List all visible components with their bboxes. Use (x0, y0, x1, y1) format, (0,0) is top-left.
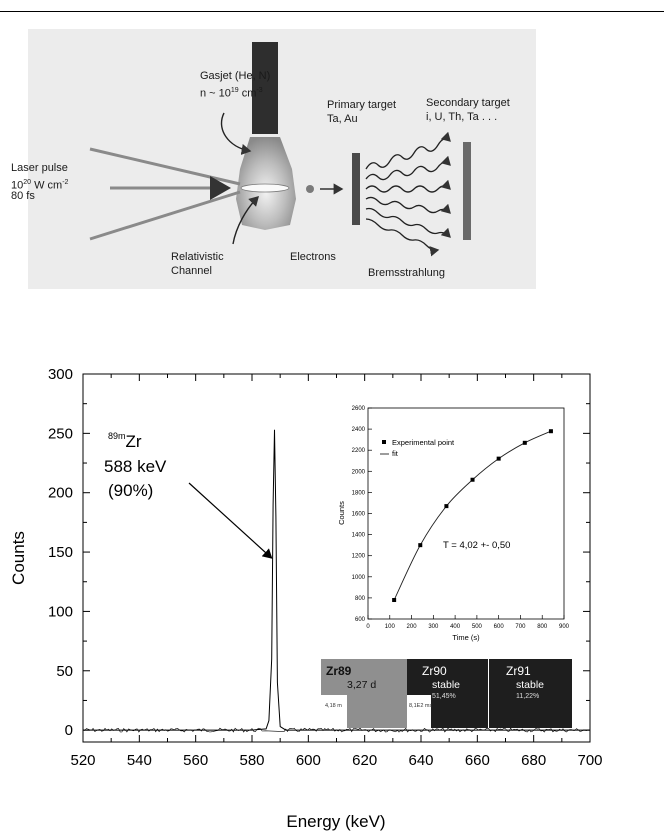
main-x-tick-label: 620 (352, 752, 378, 769)
main-x-tick-label: 560 (183, 752, 209, 769)
main-x-tick-label: 640 (408, 752, 434, 769)
inset-y-tick-label: 1800 (351, 490, 365, 497)
inset-point (523, 441, 527, 445)
inset-point (444, 504, 448, 508)
main-y-tick-label: 200 (47, 484, 73, 502)
gas-plume (236, 137, 296, 230)
zr89-halflife: 3,27 d (347, 679, 377, 691)
inset-y-tick-label: 1000 (351, 574, 365, 581)
laser-beam-upper (90, 149, 240, 184)
inset-x-tick-label: 600 (493, 624, 504, 630)
relativistic-channel (241, 184, 289, 192)
inset-x-tick-label: 200 (406, 624, 417, 630)
inset-x-tick-label: 400 (450, 624, 461, 630)
inset-y-tick-label: 2400 (351, 427, 365, 434)
gamma-spectrum-chart (0, 357, 664, 837)
decay-inset (337, 406, 570, 642)
main-x-tick-label: 680 (521, 752, 547, 769)
main-x-tick-label: 520 (70, 752, 96, 769)
inset-x-tick-label: 100 (384, 624, 395, 630)
header-rule (0, 11, 664, 12)
inset-y-label: Counts (337, 501, 346, 525)
zr91-abundance: 11,22% (516, 693, 540, 700)
main-y-tick-label: 100 (47, 603, 73, 621)
isotope-table (321, 659, 572, 728)
laser-duration: 80 fs (11, 190, 35, 202)
zr90-meta: 8,1E2 ms (409, 703, 433, 709)
gasjet-callout-arrow (222, 113, 250, 151)
inset-x-tick-label: 800 (537, 624, 548, 630)
laser-beam-lower (90, 192, 240, 239)
main-x-tick-label: 540 (126, 752, 152, 769)
gasjet-label: Gasjet (He, N) (200, 70, 271, 82)
zr89-meta-cell (321, 695, 347, 728)
inset-point (471, 478, 475, 482)
inset-point (418, 543, 422, 547)
zr90-name: Zr90 (422, 664, 447, 678)
inset-point (497, 457, 501, 461)
inset-point (549, 429, 553, 433)
bremsstrahlung-waves (366, 139, 450, 250)
secondary-target-label: Secondary target (426, 97, 510, 109)
inset-y-tick-label: 2000 (351, 469, 365, 476)
inset-y-tick-label: 1600 (351, 511, 365, 518)
inset-x-tick-label: 300 (428, 624, 439, 630)
peak-energy-label: 588 keV (104, 457, 167, 476)
primary-target-materials: Ta, Au (327, 113, 358, 125)
inset-y-tick-label: 1200 (351, 553, 365, 560)
zr90-status: stable (432, 679, 461, 691)
main-x-tick-label: 700 (577, 752, 603, 769)
inset-x-tick-label: 900 (558, 624, 570, 630)
inset-annotation: T = 4,02 +- 0,50 (443, 540, 511, 551)
zr89-name: Zr89 (326, 664, 352, 678)
peak-fraction-label: (90%) (108, 481, 154, 500)
inset-x-tick-label: 700 (515, 624, 526, 630)
zr90-meta-cell (407, 695, 431, 728)
gasjet-density: n ~ $10^{19}$ $cm^{-3}$ (200, 87, 263, 100)
inset-x-tick-label: 0 (366, 624, 370, 630)
laser-intensity: $10^{20}$ W $cm^{-2}$ (11, 179, 69, 192)
legend-point-marker (382, 440, 386, 444)
legend-point-label: Experimental point (392, 438, 455, 447)
inset-x-label: Time (s) (452, 633, 480, 642)
inset-x-tick-label: 500 (471, 624, 482, 630)
primary-target-plate (352, 153, 360, 225)
main-y-tick-label: 250 (47, 425, 73, 443)
zr91-name: Zr91 (506, 664, 531, 678)
diagram-graphics (28, 29, 536, 289)
main-x-tick-label: 600 (295, 752, 321, 769)
laser-pulse-label: Laser pulse (11, 162, 68, 174)
inset-y-tick-label: 800 (354, 595, 365, 602)
main-y-tick-label: 50 (56, 662, 73, 680)
electron-dot (306, 185, 314, 193)
experimental-setup-diagram (28, 29, 536, 289)
inset-y-tick-label: 1400 (351, 532, 365, 539)
secondary-target-materials: i, U, Th, Ta . . . (426, 111, 498, 123)
inset-y-tick-label: 2600 (351, 406, 365, 412)
main-x-tick-label: 660 (464, 752, 490, 769)
zr90-abundance: 51,45% (432, 693, 456, 700)
main-y-tick-label: 150 (47, 544, 73, 562)
main-y-label: Counts (9, 531, 28, 585)
channel-label-line2: Channel (171, 265, 212, 277)
inset-y-tick-label: 600 (354, 617, 365, 623)
bremsstrahlung-label: Bremsstrahlung (368, 267, 446, 279)
zr89-meta: 4,18 m (325, 703, 342, 709)
inset-point (392, 598, 396, 602)
main-y-tick-label: 300 (47, 366, 73, 383)
channel-label-line1: Relativistic (171, 251, 224, 263)
electrons-label: Electrons (290, 251, 336, 263)
primary-target-label: Primary target (327, 99, 397, 111)
main-y-tick-label: 0 (64, 722, 73, 740)
main-x-tick-label: 580 (239, 752, 265, 769)
inset-y-tick-label: 2200 (351, 448, 365, 455)
zr91-status: stable (516, 679, 545, 691)
legend-fit-label: fit (392, 449, 398, 458)
peak-isotope-label: $^{89m}$Zr (108, 431, 142, 451)
secondary-target-plate (463, 142, 471, 240)
main-x-label: Energy (keV) (286, 812, 386, 831)
